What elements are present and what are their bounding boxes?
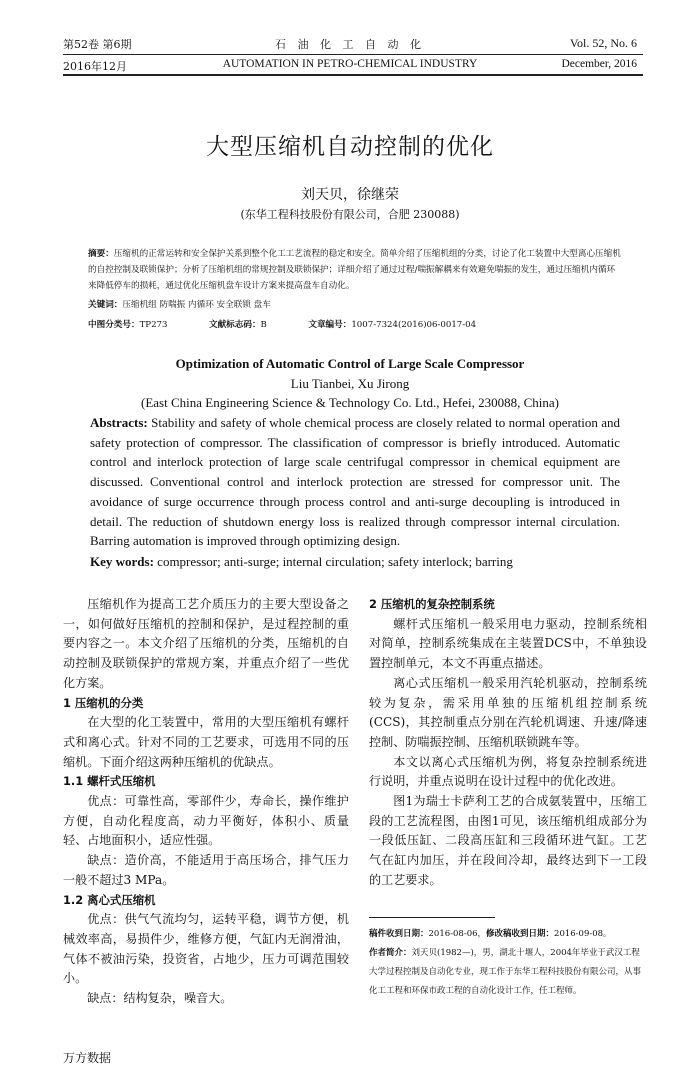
abstract-en-text: Stability and safety of whole chemical process are closely related to normal operation and safety protection of compressor. The classification of compressor is briefly introduced. Automatic control and interlock protection of large scale centrifugal compressor in chemical equipment are discussed. Conventional control and interlock protection are stressed for compressor unit. The avoidance of surge occurrence through process control and anti-surge decoupling is introduced in detail. The reduction of shutdown energy loss is realized through compressor internal circulation. Barring automation is improved through optimizing design. [90, 415, 620, 549]
section-1-2-heading: 1.2 离心式压缩机 [63, 892, 156, 907]
intro-paragraph: 压缩机作为提高工艺介质压力的主要大型设备之一，如何做好压缩机的控制和保护，是过程控制的重要内容之一。本文介绍了压缩机的分类，压缩机的自动控制及联锁保护的常规方案，并重点介绍了一些优化方案。 [63, 597, 349, 690]
centrifugal-advantages: 优点：供气气流均匀，运转平稳，调节方便，机械效率高，易损件少，维修方便，气缸内无润滑油，气体不被油污染，投资省，占地少，压力可调范围较小。 [63, 912, 349, 986]
page-title: 大型压缩机自动控制的优化 [206, 134, 494, 160]
authors-en: Liu Tianbei, Xu Jirong [290, 376, 410, 391]
body-left-column [63, 595, 349, 1009]
section-2-paragraph-2: 离心式压缩机一般采用汽轮机驱动，控制系统较为复杂，需采用单独的压缩机组控制系统(CCS)，其控制重点分别在汽轮机调速、升速/降速控制、防喘振控制、压缩机联锁跳车等。 [369, 675, 647, 749]
authors: 刘天贝，徐继荣 [301, 187, 399, 203]
screw-advantages: 优点：可靠性高，零部件少，寿命长，操作维护方便，自动化程度高，动力平衡好，体积小、质量轻、占地面积小，适应性强。 [63, 794, 349, 848]
section-2-paragraph-4: 图1为瑞士卡萨利工艺的合成氨装置中，压缩工段的工艺流程图，由图1可见，该压缩机组成部分为一段低压缸、二段高压缸和三段循环进气缸。工艺气在缸内加压，并在段间冷却，最终达到下一工段的工艺要求。 [369, 794, 647, 887]
abstract-en-label: Abstracts: [90, 415, 148, 430]
keywords-en-text: compressor; anti-surge; internal circulation; safety interlock; barring [157, 554, 513, 569]
screw-disadvantages: 缺点：造价高，不能适用于高压场合，排气压力一般不超过3 MPa。 [63, 853, 349, 887]
header-rule-thin [63, 54, 643, 55]
classification-row [88, 318, 622, 330]
volume-en: Vol. 52, No. 6 [569, 36, 637, 50]
journal-name-cn: 石 油 化 工 自 动 化 [275, 38, 425, 51]
abstract-cn-text: 压缩机的正常运转和安全保护关系到整个化工工艺流程的稳定和安全。简单介绍了压缩机组的分类，讨论了化工装置中大型离心压缩机的自控控制及联锁保护；分析了压缩机组的常规控制及联锁保护；详细介绍了通过过程/喘振解耦来有效避免喘振的发生，通过压缩机内循环来降低停车的损耗，通过优化压缩机盘车设计方案来提高盘车自动化。 [88, 249, 621, 291]
watermark-footer: 万方数据 [63, 1051, 112, 1065]
keywords-cn-label: 关键词： [88, 300, 123, 310]
date-en: December, 2016 [561, 58, 637, 70]
received-label: 稿件收到日期： [369, 929, 429, 939]
affiliation-en: (East China Engineering Science & Technology Co. Ltd., Hefei, 230088, China) [140, 395, 559, 410]
section-2-paragraph-3: 本文以离心式压缩机为例，将复杂控制系统进行说明，并重点说明在设计过程中的优化改进。 [369, 754, 647, 789]
footnote [369, 925, 647, 1001]
section-2-heading: 2 压缩机的复杂控制系统 [369, 597, 495, 611]
bio-label: 作者简介： [369, 948, 412, 958]
doc-value: B [260, 320, 267, 330]
author-bio [369, 944, 647, 1001]
section-1-1-heading: 1.1 螺杆式压缩机 [63, 774, 156, 789]
article-id-value: 1007-7324(2016)06-0017-04 [351, 320, 477, 330]
bio-text: 刘天贝(1982—)，男，湖北十堰人，2004年毕业于武汉工程大学过程控制及自动化专业，现工作于东华工程科技股份有限公司，从事化工工程和环保市政工程的自动化设计工作，任工程师。 [369, 948, 642, 996]
abstract-cn-label: 摘要： [88, 249, 114, 259]
abstract-en [90, 413, 620, 551]
journal-name-en: AUTOMATION IN PETRO-CHEMICAL INDUSTRY [222, 58, 478, 70]
keywords-en [90, 554, 620, 570]
volume-issue: 第52卷 第6期 [63, 38, 132, 51]
revised-label: 修改稿收到日期： [486, 929, 555, 939]
clc-label: 中图分类号： [88, 320, 140, 330]
keywords-en-label: Key words: [90, 554, 154, 569]
footnote-rule [369, 917, 495, 918]
header-rule-thick [63, 74, 643, 76]
section-1-paragraph: 在大型的化工装置中，常用的大型压缩机有螺杆式和离心式。针对不同的工艺要求，可选用不同的压缩机。下面介绍这两种压缩机的优缺点。 [63, 715, 349, 769]
centrifugal-disadvantages: 缺点：结构复杂，噪音大。 [87, 991, 233, 1006]
keywords-cn-text: 压缩机组 防喘振 内循环 安全联锁 盘车 [122, 300, 271, 310]
revised-date: 2016-09-08。 [554, 929, 612, 939]
abstract-cn [88, 246, 622, 294]
title-en: Optimization of Automatic Control of Large Scale Compressor [175, 356, 525, 371]
received-date: 2016-08-06， [428, 929, 487, 939]
affiliation: (东华工程科技股份有限公司，合肥 230088) [240, 208, 460, 221]
section-1-heading: 1 压缩机的分类 [63, 695, 144, 710]
article-id-label: 文章编号： [308, 320, 352, 330]
keywords-cn [88, 298, 622, 310]
doc-label: 文献标志码： [208, 320, 261, 330]
footnote-dates [369, 925, 647, 944]
date-cn: 2016年12月 [63, 60, 127, 73]
body-right-column [369, 595, 647, 891]
section-2-paragraph-1: 螺杆式压缩机一般采用电力驱动，控制系统相对简单，控制系统集成在主装置DCS中，不单独设置控制单元，本文不再重点描述。 [369, 616, 647, 671]
clc-value: TP273 [139, 320, 168, 330]
